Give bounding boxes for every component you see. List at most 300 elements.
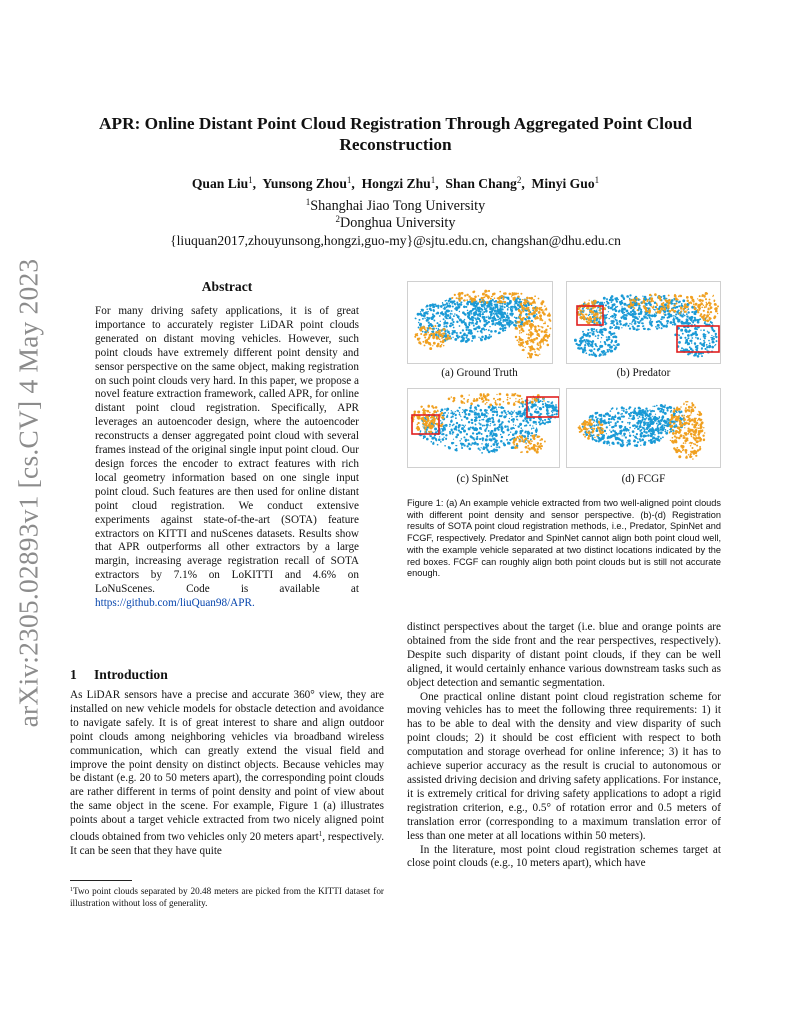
point [650,318,652,320]
point [457,336,459,338]
point [695,429,698,432]
point [624,426,626,428]
point [517,447,519,449]
point [552,412,553,413]
point [667,430,669,432]
point [530,341,532,343]
point [525,443,527,445]
point [613,318,614,319]
point [587,332,589,334]
point [469,409,472,412]
point [597,331,599,333]
point [468,427,471,430]
point [679,314,682,317]
point [580,316,583,319]
point [454,338,457,341]
point [629,435,631,437]
point [516,419,518,421]
point [425,431,427,433]
point [638,428,640,430]
point [654,438,655,439]
point [464,294,466,296]
point [499,302,501,304]
point [453,397,456,400]
point [686,309,687,310]
point [498,419,500,421]
point [484,337,487,340]
point [493,448,496,451]
point [438,438,441,441]
point [445,314,447,316]
point [496,409,497,410]
point [693,433,696,436]
point [706,344,708,346]
point [655,311,657,313]
point [472,298,475,301]
point [478,325,480,327]
point [498,406,500,408]
point [665,325,668,328]
point [454,303,456,305]
point [452,442,454,444]
point [652,406,653,407]
point [639,430,641,432]
point [593,425,595,427]
point [470,407,471,408]
point [418,322,420,324]
point [483,302,484,303]
point [424,318,425,319]
point [495,307,496,308]
point [449,303,450,304]
point [507,308,508,309]
point [460,395,463,398]
point [416,427,417,428]
point [460,416,461,417]
point [519,406,521,408]
point [642,412,644,414]
point [444,412,446,414]
point [683,348,684,349]
point [542,341,544,343]
point [639,416,640,417]
point [512,298,515,301]
point [528,410,530,412]
point [583,423,586,426]
point [602,437,604,439]
point [430,333,432,335]
point [547,335,548,336]
point [523,324,526,327]
point [503,302,504,303]
point [484,409,487,412]
point [513,402,515,404]
point [471,313,473,315]
point [463,306,466,309]
point [484,425,486,427]
point [687,440,689,442]
footnote-marker[interactable]: 1 [318,830,323,839]
point [680,336,683,339]
point [640,320,642,322]
point [595,344,596,345]
point [659,422,662,425]
point [530,413,533,416]
point [699,295,701,297]
arxiv-stamp-text: arXiv:2305.02893v1 [cs.CV] 4 May 2023 [12,258,43,728]
intro-right-column [407,621,721,871]
point [619,425,621,427]
point [646,304,648,306]
point [657,436,659,438]
point [515,328,517,330]
point [481,314,482,315]
point [630,313,633,316]
point [638,407,641,410]
point [608,442,610,444]
point [462,412,463,413]
point [524,425,526,427]
point [587,329,589,331]
point [594,303,596,305]
point [437,444,439,446]
point [499,307,501,309]
point [608,349,610,351]
subfigure-d-caption: (d) FCGF [621,473,666,485]
point [612,304,614,306]
point [684,415,685,416]
point [625,323,628,326]
point [539,423,541,425]
point [473,411,475,413]
point [634,301,636,303]
point [482,293,485,296]
point [533,348,535,350]
point [656,304,658,306]
point [640,445,641,446]
point [518,438,519,439]
point [459,415,460,416]
point [509,301,512,304]
point [670,315,672,317]
point [549,334,550,335]
point [466,337,468,339]
point [643,305,645,307]
point [668,294,670,296]
point [637,309,639,311]
point [643,423,645,425]
point [632,315,635,318]
point [441,409,444,412]
point [515,322,516,323]
point [711,346,714,349]
point [477,331,479,333]
point [683,418,685,420]
point [426,425,428,427]
point [419,319,421,321]
point [713,295,714,296]
point [445,331,447,333]
point [468,322,470,324]
point [488,443,489,444]
point [620,316,622,318]
point [606,298,608,300]
point [450,413,451,414]
point [446,300,447,301]
point [639,316,640,317]
point [471,318,472,319]
point [540,400,542,402]
point [535,354,537,356]
point [538,307,541,310]
point [633,307,634,308]
point [643,430,645,432]
point [699,448,701,450]
point [445,325,447,327]
point [691,311,693,313]
point [526,300,528,302]
point [452,337,453,338]
point [466,433,468,435]
point [648,310,651,313]
point [476,398,478,400]
point [592,341,594,343]
point [519,330,521,332]
point [440,420,441,421]
point [640,440,642,442]
author: Hongzi Zhu$^1$ [361,175,436,191]
point [450,416,452,418]
point [612,430,614,432]
point [654,313,655,314]
point [596,322,599,325]
point [614,316,616,318]
point [669,432,671,434]
point [549,421,551,423]
point [450,313,452,315]
point [599,345,602,348]
point [663,406,665,408]
point [630,302,632,304]
point [632,299,635,302]
point [634,445,636,447]
point [683,442,685,444]
point [519,399,521,401]
point [589,416,591,418]
point [664,427,666,429]
point [486,402,487,403]
point [419,323,422,326]
point [698,413,701,416]
point [452,330,455,333]
point [513,324,515,326]
point [545,405,547,407]
point [665,432,668,435]
point [627,422,629,424]
point [670,426,673,429]
point [429,318,431,320]
point [683,404,685,406]
point [599,303,602,306]
point [440,312,443,315]
point [476,436,478,438]
point [704,342,706,344]
point [464,416,467,419]
point [676,449,679,452]
point [690,296,692,298]
point [498,319,499,320]
point [684,311,686,313]
point [514,320,516,322]
point [456,448,458,450]
point [478,308,481,311]
point [492,300,494,302]
paragraph: As LiDAR sensors have a precise and accurate 360° view, they are installed on new vehicle models for obstacle detection and avoidance to navigate safely. It is of great interest to share and align outdoor point clouds among neighboring vehicles via broadband wireless communication, which can greatly extend the visual field and improve the point density on distinct objects. Because vehicles may be distant (e.g. 20 to 50 meters apart), the corresponding point clouds are rather different in terms of point density and point of view about the same object in the scene. For example, Figure 1 (a) illustrates points about a target vehicle extracted from two nicely aligned point clouds obtained from two vehicles only 20 meters apart$^1$, respectively. It can be seen that they have quite [70,689,385,857]
point [629,427,631,429]
point [484,325,486,327]
point [580,339,581,340]
point [448,337,451,340]
point [437,305,440,308]
point [669,321,672,324]
point [599,432,602,435]
point [518,325,520,327]
point [703,340,705,342]
point [669,406,672,409]
paragraph: In the literature, most point cloud registration schemes target at close point clouds (e.g., 10 meters apart), which have [407,843,721,870]
point [467,303,469,305]
point [607,349,609,351]
point [703,304,705,306]
figure-1-caption: Figure 1: (a) An example vehicle extracted from two well-aligned point clouds with different point density and sensor perspective. (b)-(d) Registration results of SOTA point cloud registration methods, i.e., Predator, SpinNet and FCGF, respectively. Predator and SpinNet cannot align both point cloud well, with the example vehicle separated at two distinct locations indicated by the red boxes. FCGF can roughly align both point clouds but is still not accurate enough. [407,498,721,579]
point [616,300,618,302]
point [700,427,702,429]
point [593,318,595,320]
point [648,440,650,442]
point [481,443,482,444]
point [692,408,694,410]
point [463,410,466,413]
footnote-rule [70,880,132,881]
point [673,430,674,431]
point [485,308,487,310]
point-cloud-plot-c [408,389,560,468]
point [661,416,664,419]
point [428,431,430,433]
point [614,298,616,300]
point [694,353,697,356]
point [687,337,689,339]
point [489,403,492,406]
point [618,310,620,312]
point [715,333,717,335]
point [614,345,615,346]
point [494,429,497,432]
point [452,321,454,323]
point [592,303,594,305]
point [699,419,701,421]
point [709,314,710,315]
point [596,412,598,414]
point [530,297,533,300]
point [449,325,452,328]
point [685,407,687,409]
point [479,315,481,317]
point [499,296,501,298]
point [542,422,544,424]
point [449,424,451,426]
point [447,336,448,337]
point [696,422,699,425]
point [520,427,522,429]
point [682,299,685,302]
point [663,295,665,297]
point [704,306,706,308]
point [629,307,631,309]
point [637,303,639,305]
point [654,434,656,436]
point [433,326,434,327]
point [470,332,472,334]
point [673,315,675,317]
point [438,331,440,333]
point [500,316,501,317]
point [455,445,456,446]
point [431,310,432,311]
point [630,406,632,408]
point [679,420,681,422]
point [704,322,706,324]
code-link[interactable]: https://github.com/liuQuan98/APR. [95,597,255,610]
point [430,417,432,419]
point [610,431,612,433]
point [577,344,580,347]
point [464,313,466,315]
point [591,311,593,313]
point [625,411,628,414]
point [522,345,524,347]
point [627,444,629,446]
point [475,423,477,425]
point [537,333,540,336]
point [456,422,458,424]
point [584,302,586,304]
point [678,437,681,440]
point [493,292,495,294]
point [492,296,493,297]
point [492,414,494,416]
point [683,436,686,439]
subfigure-b-image [566,281,721,364]
point [552,409,555,412]
point [666,320,669,323]
point [617,326,620,329]
section-heading-introduction [70,667,168,683]
point [484,320,486,322]
point [429,323,432,326]
point [459,311,460,312]
point [713,317,715,319]
point [527,357,529,359]
point [438,333,440,335]
point [502,321,503,322]
point [672,324,674,326]
point [485,411,487,413]
point [586,432,588,434]
point [599,317,602,320]
point [679,312,681,314]
point [670,302,673,305]
